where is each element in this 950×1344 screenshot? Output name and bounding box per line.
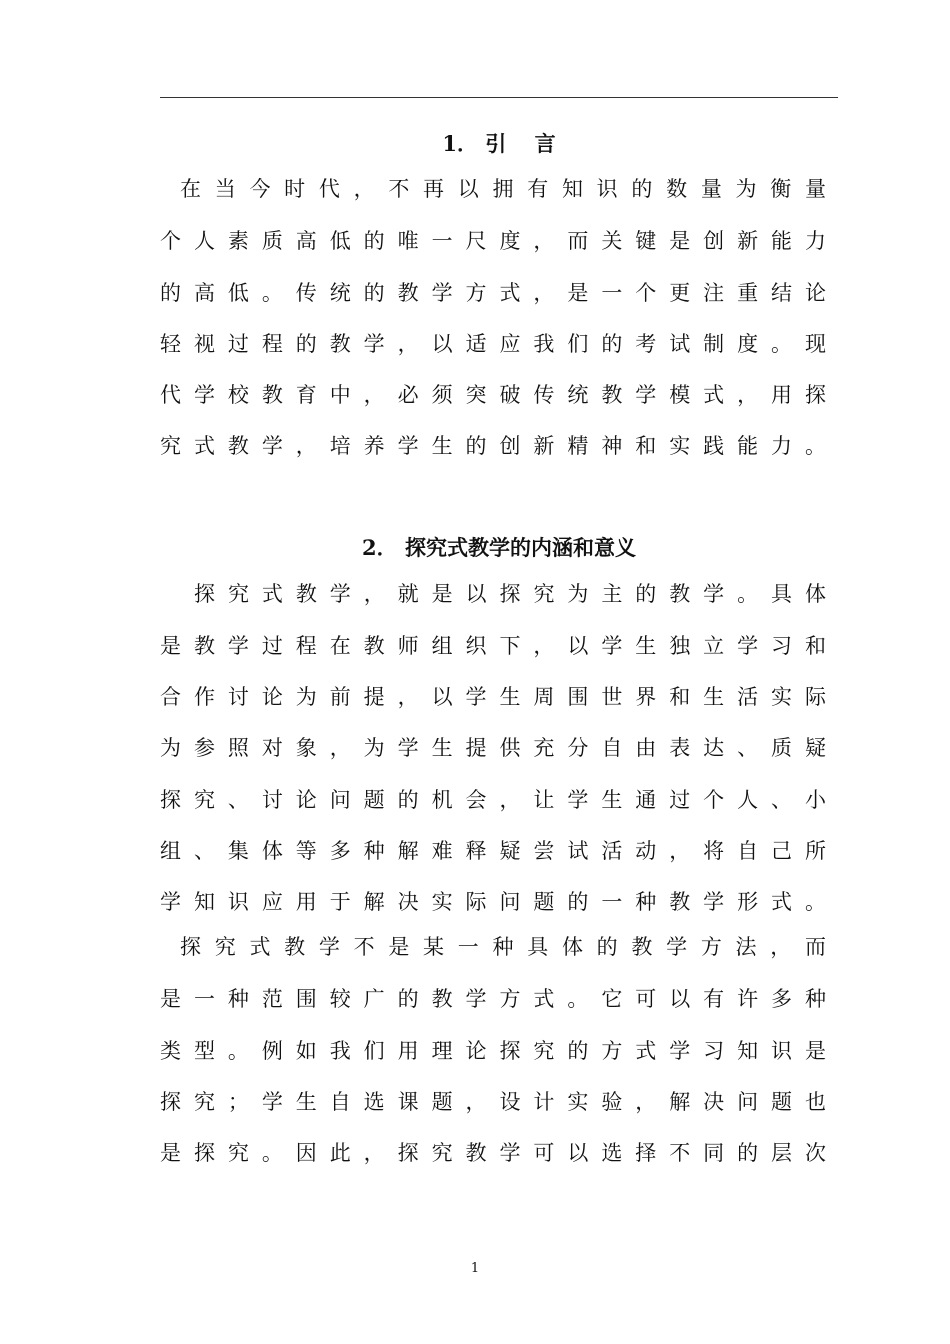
section-1-line-5: 代学校教育中，必须突破传统教学模式，用探 [160,383,826,407]
section-1-heading: 1． 引 言 [442,131,556,156]
page-number: 1 [470,1261,480,1276]
section-1-line-1: 在当今时代，不再以拥有知识的数量为衡量 [180,177,826,201]
section-2-line-10: 类型。例如我们用理论探究的方式学习知识是 [160,1039,826,1063]
section-1-line-3: 的高低。传统的教学方式，是一个更注重结论 [160,281,826,305]
section-2-line-11: 探究；学生自选课题，设计实验，解决问题也 [160,1090,826,1114]
section-1-line-2: 个人素质高低的唯一尺度，而关键是创新能力 [160,229,826,253]
section-1-line-6: 究式教学，培养学生的创新精神和实践能力。 [160,434,826,458]
section-2-line-12: 是探究。因此，探究教学可以选择不同的层次 [160,1141,826,1165]
section-2-line-6: 组、集体等多种解难释疑尝试活动，将自己所 [160,839,826,863]
section-2-line-1: 探究式教学，就是以探究为主的教学。具体 [194,582,826,606]
header-rule [160,97,838,98]
section-2-line-8: 探究式教学不是某一种具体的教学方法，而 [180,935,826,959]
section-1-line-4: 轻视过程的教学，以适应我们的考试制度。现 [160,332,826,356]
section-2-line-5: 探究、讨论问题的机会，让学生通过个人、小 [160,788,826,812]
section-2-heading: 2． 探究式教学的内涵和意义 [362,535,636,560]
section-2-line-9: 是一种范围较广的教学方式。它可以有许多种 [160,987,826,1011]
section-2-line-4: 为参照对象，为学生提供充分自由表达、质疑 [160,736,826,760]
section-2-line-3: 合作讨论为前提，以学生周围世界和生活实际 [160,685,826,709]
section-2-line-7: 学知识应用于解决实际问题的一种教学形式。 [160,890,826,914]
section-2-line-2: 是教学过程在教师组织下，以学生独立学习和 [160,634,826,658]
